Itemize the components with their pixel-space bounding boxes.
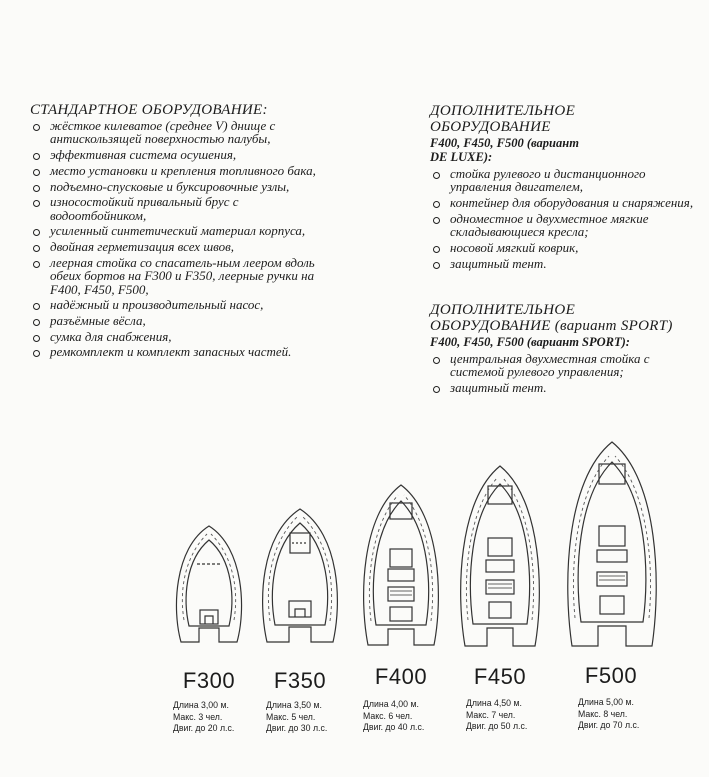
standard-equipment-heading: СТАНДАРТНОЕ ОБОРУДОВАНИЕ:: [30, 102, 268, 118]
model-capacity: Макс. 3 чел.: [173, 711, 223, 723]
boat-f350-drawing: [257, 503, 343, 645]
model-length: Длина 4,50 м.: [466, 698, 522, 709]
model-length: Длина 5,00 м.: [578, 697, 634, 708]
model-name-f300: F300: [182, 668, 236, 693]
deluxe-equipment-list: [430, 167, 702, 270]
standard-equipment-section: [30, 103, 320, 361]
list-item: защитный тент.: [430, 381, 702, 394]
list-item: место установки и крепления топливного бака,: [30, 164, 320, 177]
model-length: Длина 3,00 м.: [173, 700, 229, 711]
list-item: жёсткое килеватое (среднее V) днище с антискользящей поверхностью палубы,: [30, 119, 320, 146]
model-length: Длина 4,00 м.: [363, 699, 419, 710]
model-capacity: Макс. 7 чел.: [466, 709, 516, 721]
list-item: центральная двухместная стойка с системой рулевого управления;: [430, 352, 702, 379]
model-engine: Двиг. до 30 л.с.: [266, 723, 328, 734]
sport-heading-line1: ДОПОЛНИТЕЛЬНОЕ: [430, 302, 576, 318]
deluxe-heading-line2: ОБОРУДОВАНИЕ: [430, 119, 551, 135]
list-item: износостойкий привальный брус с водоотбойником,: [30, 195, 320, 222]
model-engine: Двиг. до 70 л.с.: [578, 720, 640, 731]
list-item: носовой мягкий коврик,: [430, 241, 702, 254]
sport-subheading: F400, F450, F500 (вариант SPORT):: [430, 335, 630, 349]
model-name-f400: F400: [374, 664, 428, 689]
list-item: леерная стойка со спасатель-ным леером вдоль обеих бортов на F300 и F350, леерные ручки на F400, F450, F500,: [30, 256, 320, 296]
list-item: ремкомплект и комплект запасных частей.: [30, 345, 320, 358]
model-specs-f450: [466, 698, 540, 733]
model-engine: Двиг. до 50 л.с.: [466, 721, 528, 732]
model-engine: Двиг. до 20 л.с.: [173, 723, 235, 734]
deluxe-subheading-line1: F400, F450, F500 (вариант: [430, 136, 579, 150]
model-capacity: Макс. 8 чел.: [578, 708, 628, 720]
deluxe-subheading-line2: DE LUXE):: [430, 150, 493, 164]
model-specs-f300: [173, 700, 247, 735]
model-specs-f500: [578, 697, 652, 732]
model-name-f450: F450: [473, 664, 527, 689]
list-item: эффективная система осушения,: [30, 148, 320, 161]
list-item: контейнер для оборудования и снаряжения,: [430, 196, 702, 209]
list-item: двойная герметизация всех швов,: [30, 240, 320, 253]
list-item: одноместное и двухместное мягкие складывающиеся кресла;: [430, 212, 702, 239]
model-specs-f350: [266, 700, 340, 735]
boat-f400-drawing: [358, 479, 444, 649]
deluxe-heading-line1: ДОПОЛНИТЕЛЬНОЕ: [430, 103, 576, 119]
list-item: усиленный синтетический материал корпуса,: [30, 224, 320, 237]
model-capacity: Макс. 6 чел.: [363, 710, 413, 722]
sport-equipment-section: [430, 303, 702, 397]
list-item: сумка для снабжения,: [30, 330, 320, 343]
list-item: разъёмные вёсла,: [30, 314, 320, 327]
boat-f500-drawing: [562, 436, 662, 650]
model-name-f350: F350: [273, 668, 327, 693]
boat-f300-drawing: [171, 520, 247, 645]
model-length: Длина 3,50 м.: [266, 700, 322, 711]
boat-f450-drawing: [455, 460, 545, 650]
model-engine: Двиг. до 40 л.с.: [363, 722, 425, 733]
list-item: защитный тент.: [430, 257, 702, 270]
deluxe-equipment-section: [430, 104, 702, 272]
list-item: подъемно-спусковые и буксировочные узлы,: [30, 180, 320, 193]
model-specs-f400: [363, 699, 437, 734]
standard-equipment-list: [30, 119, 320, 359]
sport-equipment-list: [430, 352, 702, 395]
model-capacity: Макс. 5 чел.: [266, 711, 316, 723]
model-name-f500: F500: [584, 663, 638, 688]
sport-heading-line2: ОБОРУДОВАНИЕ (вариант SPORT): [430, 318, 673, 334]
list-item: надёжный и производительный насос,: [30, 298, 320, 311]
list-item: стойка рулевого и дистанционного управления двигателем,: [430, 167, 702, 194]
